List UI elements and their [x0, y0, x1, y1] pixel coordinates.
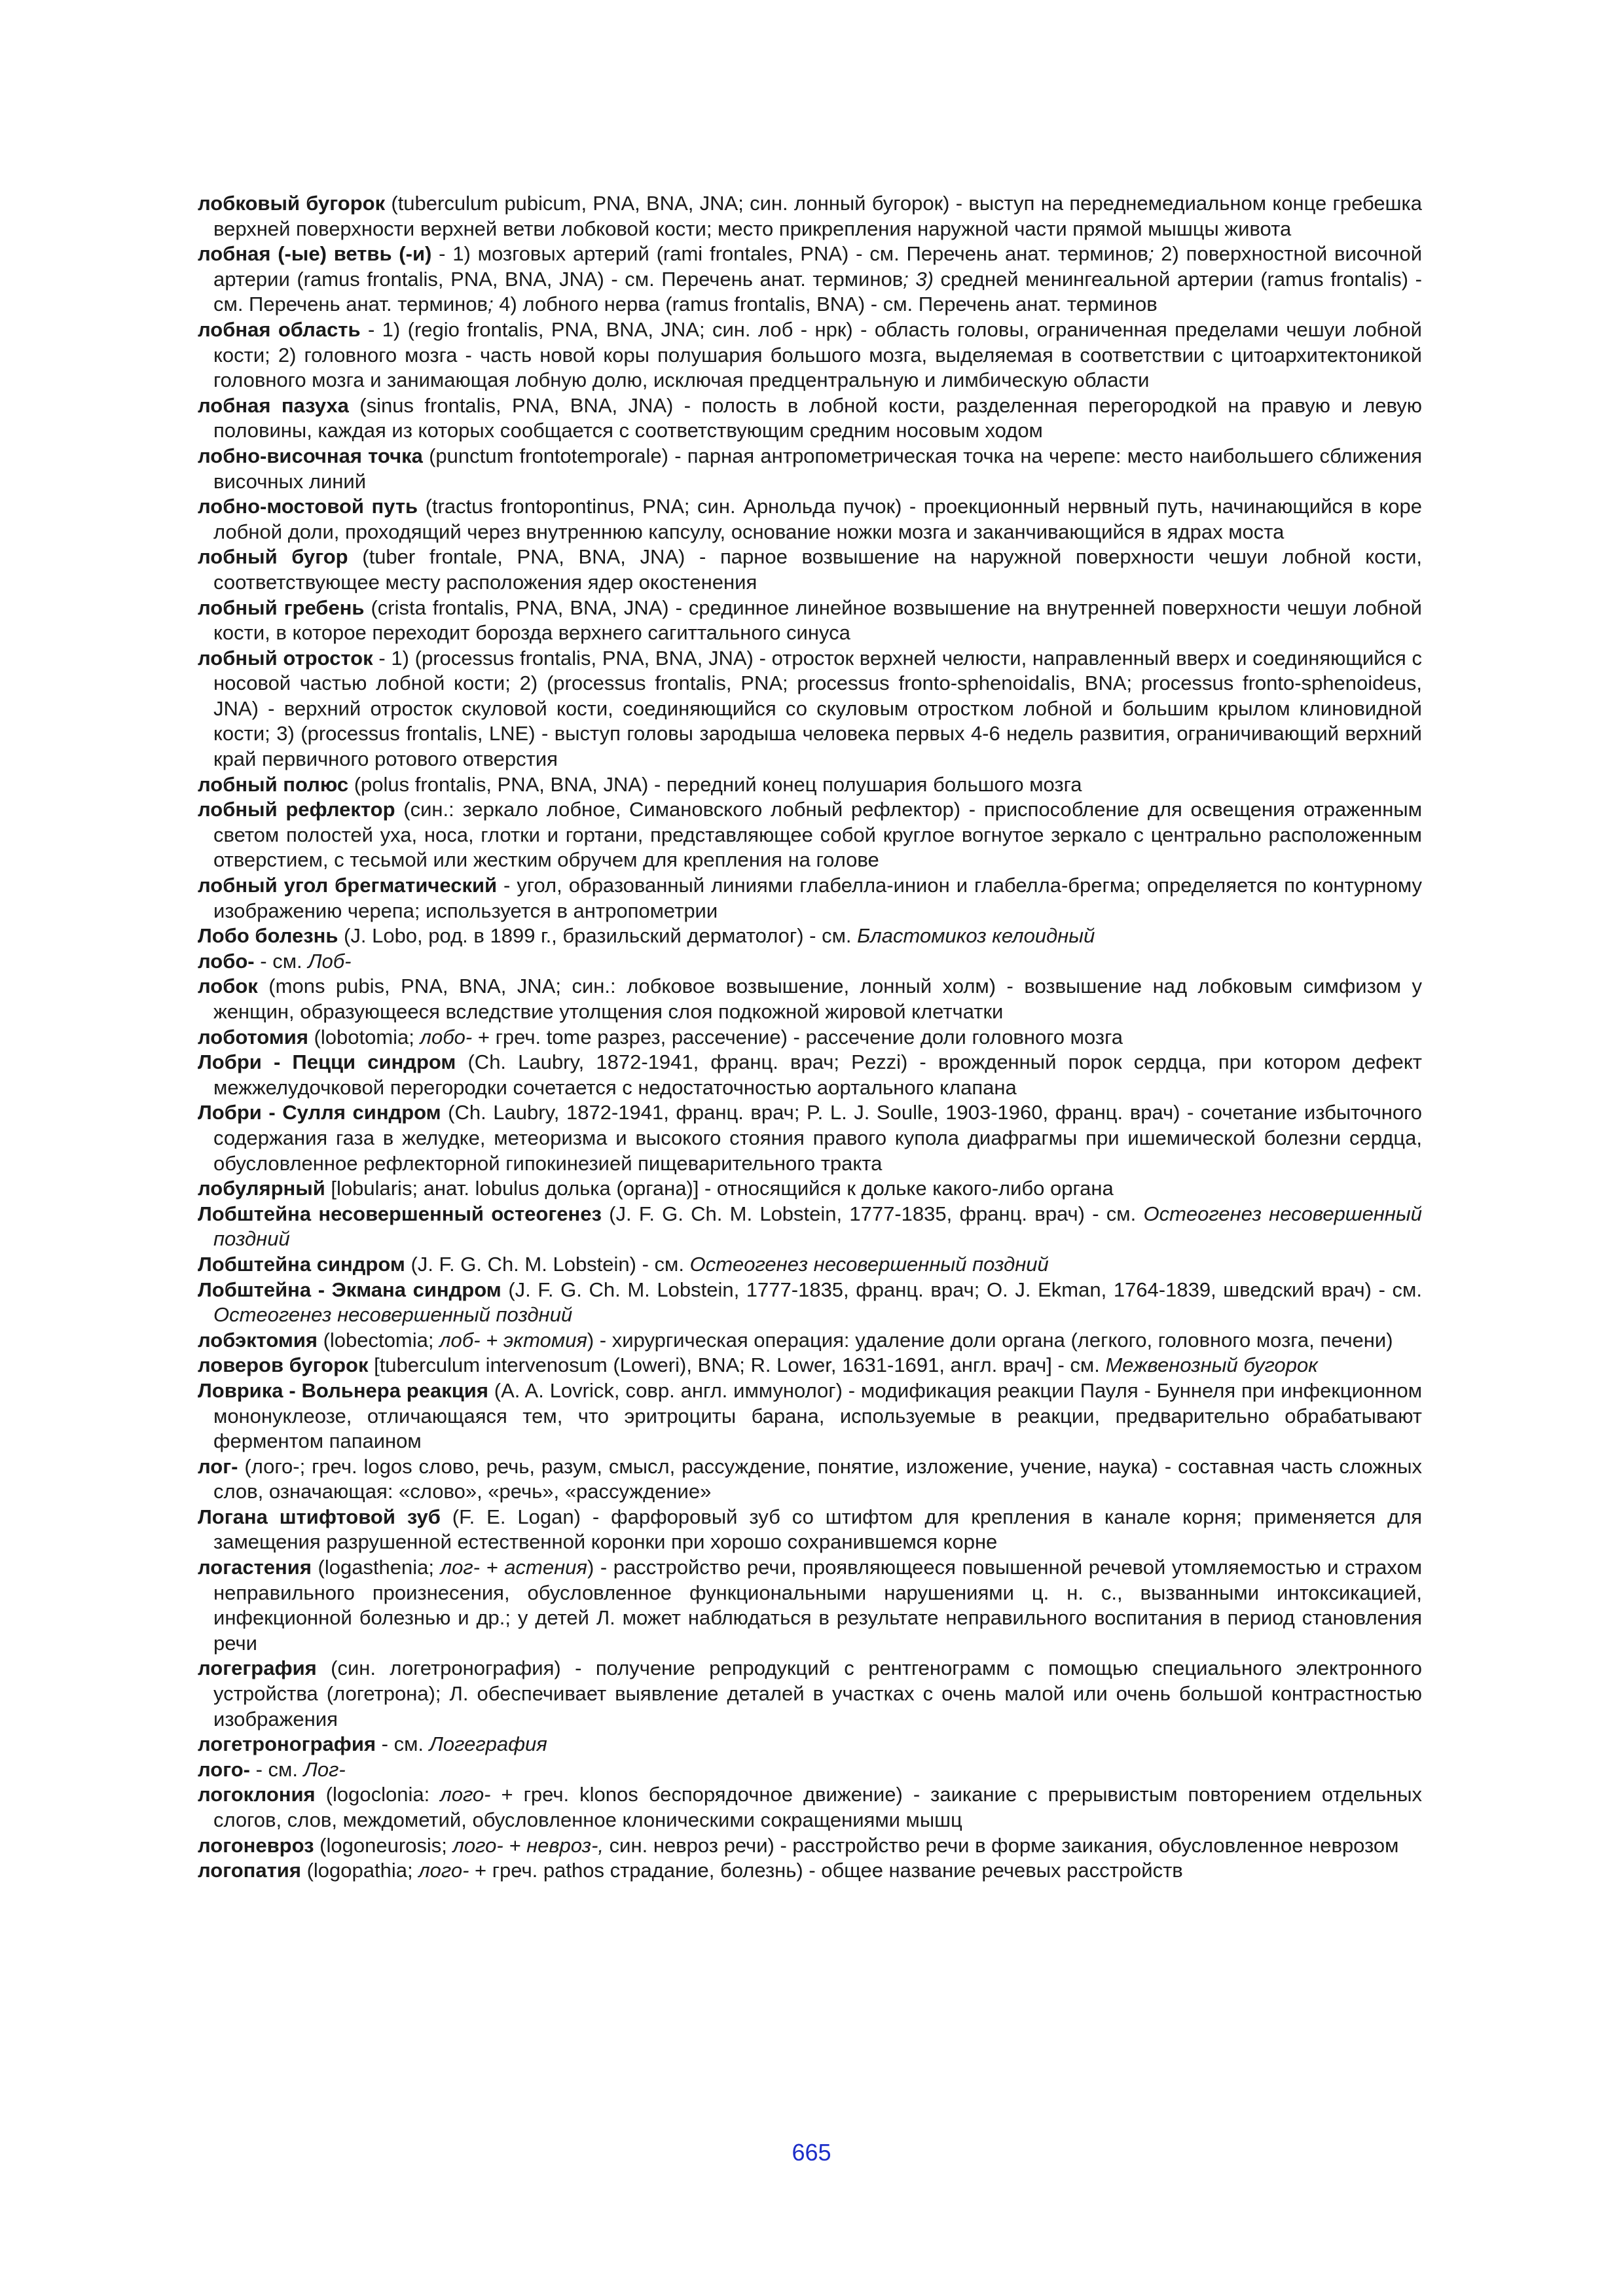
dictionary-entry: [198, 797, 1422, 873]
entry-headword: лобная пазуха: [198, 393, 349, 417]
dictionary-entry: [198, 1656, 1422, 1732]
entry-text: (F. E. Logan) - фарфоровый зуб со штифтом для крепления в канале корня; применяется для замещения разрушенной естественной коронки при хорошо сохранившемся корне: [213, 1505, 1422, 1554]
dictionary-entry: [198, 1252, 1422, 1278]
entry-headword: лобная (-ые) ветвь (-и): [198, 242, 432, 266]
entry-text: ) - расстройство речи, проявляющееся повышенной речевой утомляемостью и страхом неправильного произнесения, обусловленное функциональными нарушениями ц. н. с., вызванными интоксикацией, инфекционной болезнью и др.; у детей Л. может наблюдаться в результате неправильного воспитания в период становления речи: [213, 1556, 1423, 1655]
entry-reference: лого-: [418, 1859, 469, 1882]
dictionary-entry: [198, 1202, 1422, 1252]
entry-headword: лобок: [198, 975, 258, 998]
dictionary-entry: [198, 873, 1422, 924]
entry-reference: Логеграфия: [429, 1732, 547, 1756]
dictionary-entry: [198, 1278, 1422, 1328]
entry-reference: ; 3): [903, 267, 934, 291]
entry-reference: лоб- + эктомия: [439, 1328, 587, 1352]
entry-headword: Лобштейна синдром: [198, 1252, 405, 1276]
entry-text: (J. F. G. Ch. M. Lobstein, 1777-1835, франц. врач) - см.: [601, 1202, 1144, 1225]
dictionary-entry: [198, 1858, 1422, 1884]
entry-text: + греч. pathos страдание, болезнь) - общее название речевых расстройств: [469, 1859, 1183, 1882]
entry-headword: логопатия: [198, 1859, 301, 1882]
entry-text: - см.: [249, 1757, 304, 1781]
entry-reference: ;: [1148, 242, 1154, 266]
entry-headword: логоклония: [198, 1783, 316, 1806]
entry-reference: Остеогенез несовершенный поздний: [213, 1303, 573, 1327]
entry-headword: Логана штифтовой зуб: [198, 1505, 441, 1528]
entry-text: (J. Lobo, род. в 1899 г., бразильский дерматолог) - см.: [338, 924, 858, 948]
dictionary-entry: [198, 1555, 1422, 1656]
entry-text: средней менингеальной артерии (ramus frontalis) - см. Перечень анат. терминов: [213, 267, 1422, 316]
entry-headword: лобковый бугорок: [198, 192, 386, 215]
entry-text: (J. F. G. Ch. M. Lobstein, 1777-1835, франц. врач; O. J. Ekman, 1764-1839, шведский врач) - см.: [501, 1278, 1422, 1301]
entry-text: (punctum frontotemporale) - парная антропометрическая точка на черепе: место наибольшего сближения височных линий: [213, 444, 1422, 493]
entry-text: 4) лобного нерва (ramus frontalis, BNA) - см. Перечень анат. терминов: [493, 293, 1158, 316]
entry-text: (logopathia;: [301, 1859, 419, 1882]
dictionary-entry: [198, 545, 1422, 595]
entry-text: (lobotomia;: [308, 1025, 420, 1049]
dictionary-entry: [198, 317, 1422, 393]
entry-headword: лобный бугор: [198, 545, 348, 569]
entry-reference: Остеогенез несовершенный поздний: [213, 1202, 1422, 1251]
entry-text: [lobularis; анат. lobulus долька (органа)] - относящийся к дольке какого-либо органа: [325, 1177, 1114, 1200]
entry-reference: Лог-: [303, 1757, 346, 1781]
entry-text: (tractus frontopontinus, PNA; син. Арнольда пучок) - проекционный нервный путь, начинающийся в коре лобной доли, проходящий через внутреннюю капсулу, основание ножки мозга и заканчивающийся в ядрах моста: [213, 495, 1422, 543]
dictionary-entry: [198, 1050, 1422, 1100]
entry-text: (лого-; греч. logos слово, речь, разум, смысл, рассуждение, понятие, изложение, учение, наука) - составная часть сложных слов, означающая: «слово», «речь», «рассуждение»: [213, 1454, 1422, 1503]
entry-headword: лоботомия: [198, 1025, 308, 1049]
dictionary-page: [198, 191, 1422, 1884]
entry-headword: лого-: [198, 1757, 250, 1781]
entry-headword: лобный гребень: [198, 596, 365, 619]
entry-text: - см.: [376, 1732, 429, 1756]
entry-text: - см.: [254, 949, 308, 973]
entry-text: + греч. tome разрез, рассечение) - рассечение доли головного мозга: [472, 1025, 1123, 1049]
entry-headword: лобэктомия: [198, 1328, 318, 1352]
dictionary-entry: [198, 949, 1422, 975]
entry-reference: лого- + невроз-,: [452, 1833, 604, 1857]
entry-text: (polus frontalis, PNA, BNA, JNA) - передний конец полушария большого мозга: [348, 772, 1082, 796]
dictionary-entry: [198, 1353, 1422, 1378]
dictionary-entry: [198, 1328, 1422, 1354]
dictionary-entry: [198, 1454, 1422, 1505]
entry-list: [198, 191, 1422, 1884]
entry-text: [tuberculum intervenosum (Loweri), BNA; R. Lower, 1631-1691, англ. врач] - см.: [368, 1354, 1106, 1377]
entry-reference: ;: [487, 293, 494, 316]
entry-text: (logasthenia;: [311, 1556, 441, 1579]
entry-text: (tuber frontale, PNA, BNA, JNA) - парное возвышение на наружной поверхности чешуи лобной кости, соответствующее месту расположения ядер окостенения: [213, 545, 1423, 594]
entry-reference: Бластомикоз келоидный: [857, 924, 1095, 948]
entry-reference: лого-: [440, 1783, 491, 1806]
dictionary-entry: [198, 444, 1422, 494]
entry-headword: ловеров бугорок: [198, 1354, 369, 1377]
entry-headword: Лобри - Пецци синдром: [198, 1050, 456, 1074]
entry-headword: лобо-: [198, 949, 255, 973]
dictionary-entry: [198, 191, 1422, 242]
dictionary-entry: [198, 1176, 1422, 1202]
entry-text: (tuberculum pubicum, PNA, BNA, JNA; син. лонный бугорок) - выступ на переднемедиальном конце гребешка верхней поверхности верхней ветви лобковой кости; место прикрепления наружной части прямой мышцы живота: [213, 192, 1422, 240]
entry-text: - 1) (processus frontalis, PNA, BNA, JNA) - отросток верхней челюсти, направленный вверх и соединяющийся с носовой частью лобной кости; 2) (processus frontalis, PNA; processus fronto-sphenoidalis, BNA; processus fronto-sphenoideus, JNA) - верхний отросток скуловой кости, соединяющийся со скуловым отростком лобной и большим крылом клиновидной кости; 3) (processus frontalis, LNE) - выступ головы зародыша человека первых 4-6 недель развития, ограничивающий верхний край первичного ротового отверстия: [213, 646, 1422, 771]
dictionary-entry: [198, 242, 1422, 317]
dictionary-entry: [198, 1378, 1422, 1454]
entry-headword: лог-: [198, 1454, 238, 1478]
entry-headword: лобный полюс: [198, 772, 349, 796]
entry-text: (lobectomia;: [317, 1328, 440, 1352]
dictionary-entry: [198, 974, 1422, 1024]
dictionary-entry: [198, 1732, 1422, 1757]
entry-reference: лог- + астения: [440, 1556, 587, 1579]
dictionary-entry: [198, 1025, 1422, 1050]
entry-text: (J. F. G. Ch. M. Lobstein) - см.: [405, 1252, 690, 1276]
entry-text: (crista frontalis, PNA, BNA, JNA) - срединное линейное возвышение на внутренней поверхности чешуи лобной кости, в которое переходит борозда верхнего сагиттального синуса: [213, 596, 1422, 645]
entry-text: ) - хирургическая операция: удаление доли органа (легкого, головного мозга, печени): [587, 1328, 1393, 1352]
dictionary-entry: [198, 772, 1422, 798]
entry-reference: Остеогенез несовершенный поздний: [689, 1252, 1049, 1276]
entry-text: (A. A. Lovrick, совр. англ. иммунолог) - модификация реакции Пауля - Буннеля при инфекционном мононуклеозе, отличающаяся тем, что эритроциты барана, используемые в реакции, предварительно обрабатывают ферментом папаином: [213, 1378, 1423, 1453]
dictionary-entry: [198, 1100, 1422, 1176]
page-number: 665: [792, 2139, 831, 2166]
entry-headword: лобный рефлектор: [198, 798, 395, 821]
entry-headword: Лобо болезнь: [198, 924, 338, 948]
entry-text: (mons pubis, PNA, BNA, JNA; син.: лобковое возвышение, лонный холм) - возвышение над лобковым симфизом у женщин, образующееся вследствие утолщения слоя подкожной жировой клетчатки: [213, 975, 1422, 1023]
entry-text: (sinus frontalis, PNA, BNA, JNA) - полость в лобной кости, разделенная перегородкой на правую и левую половины, каждая из которых сообщается с соответствующим средним носовым ходом: [213, 393, 1422, 442]
entry-headword: лобно-мостовой путь: [198, 495, 418, 518]
entry-text: (logoneurosis;: [314, 1833, 453, 1857]
entry-headword: лобный угол брегматический: [198, 874, 498, 897]
dictionary-entry: [198, 1505, 1422, 1555]
entry-text: 2) поверхностной височной артерии (ramus frontalis, PNA, BNA, JNA) - см. Перечень анат. терминов: [213, 242, 1423, 291]
entry-text: (Ch. Laubry, 1872-1941, франц. врач; Pezzi) - врожденный порок сердца, при котором дефект межжелудочковой перегородки сочетается с недостаточностью аортального клапана: [213, 1050, 1422, 1099]
dictionary-entry: [198, 1833, 1422, 1859]
entry-text: син. невроз речи) - расстройство речи в форме заикания, обусловленное неврозом: [604, 1833, 1399, 1857]
entry-headword: лобулярный: [198, 1177, 325, 1200]
entry-headword: Лобштейна несовершенный остеогенез: [198, 1202, 602, 1225]
entry-text: - угол, образованный линиями глабелла-инион и глабелла-брегма; определяется по контурному изображению черепа; используется в антропометрии: [213, 874, 1423, 922]
entry-headword: логастения: [198, 1556, 312, 1579]
dictionary-entry: [198, 1757, 1422, 1783]
entry-headword: Ловрика - Вольнера реакция: [198, 1378, 488, 1402]
entry-reference: лобо-: [420, 1025, 473, 1049]
entry-reference: Лоб-: [308, 949, 352, 973]
entry-headword: лобно-височная точка: [198, 444, 423, 467]
entry-headword: логетронография: [198, 1732, 376, 1756]
entry-headword: логеграфия: [198, 1657, 317, 1680]
entry-text: (Ch. Laubry, 1872-1941, франц. врач; P. L. J. Soulle, 1903-1960, франц. врач) - сочетание избыточного содержания газа в желудке, метеоризма и высокого стояния правого купола диафрагмы при ишемической болезни сердца, обусловленное рефлекторной гипокинезией пищеварительного тракта: [213, 1101, 1423, 1175]
dictionary-entry: [198, 494, 1422, 545]
entry-headword: лобная область: [198, 317, 361, 341]
entry-text: + греч. klonos беспорядочное движение) - заикание с прерывистым повторением отдельных слогов, слов, междометий, обусловленное клоническими сокращениями мышц: [213, 1783, 1422, 1831]
dictionary-entry: [198, 924, 1422, 949]
entry-text: - 1) (regio frontalis, PNA, BNA, JNA; син. лоб - нрк) - область головы, ограниченная пределами чешуи лобной кости; 2) головного мозга - часть новой коры полушария большого мозга, выделяемая в соответствии с цитоархитектоникой головного мозга и занимающая лобную долю, исключая предцентральную и лимбическую области: [213, 317, 1422, 392]
entry-reference: Межвенозный бугорок: [1105, 1354, 1318, 1377]
dictionary-entry: [198, 596, 1422, 646]
dictionary-entry: [198, 393, 1422, 444]
entry-headword: лобный отросток: [198, 646, 373, 670]
dictionary-entry: [198, 646, 1422, 772]
entry-text: (logoclonia:: [315, 1783, 441, 1806]
entry-text: (син.: зеркало лобное, Симановского лобный рефлектор) - приспособление для освещения отраженным светом полостей уха, носа, глотки и гортани, представляющее собой круглое вогнутое зеркало с центрально расположенным отверстием, с тесьмой или жестким обручем для крепления на голове: [213, 798, 1423, 872]
entry-text: - 1) мозговых артерий (rami frontales, PNA) - см. Перечень анат. терминов: [431, 242, 1148, 266]
dictionary-entry: [198, 1782, 1422, 1833]
entry-headword: Лобри - Сулля синдром: [198, 1101, 441, 1124]
entry-text: (син. логетронография) - получение репродукций с рентгенограмм с помощью специального электронного устройства (логетрона); Л. обеспечивает выявление деталей в участках с очень малой или очень большой контрастностью изображения: [213, 1657, 1422, 1731]
entry-headword: Лобштейна - Экмана синдром: [198, 1278, 501, 1301]
entry-headword: логоневроз: [198, 1833, 314, 1857]
